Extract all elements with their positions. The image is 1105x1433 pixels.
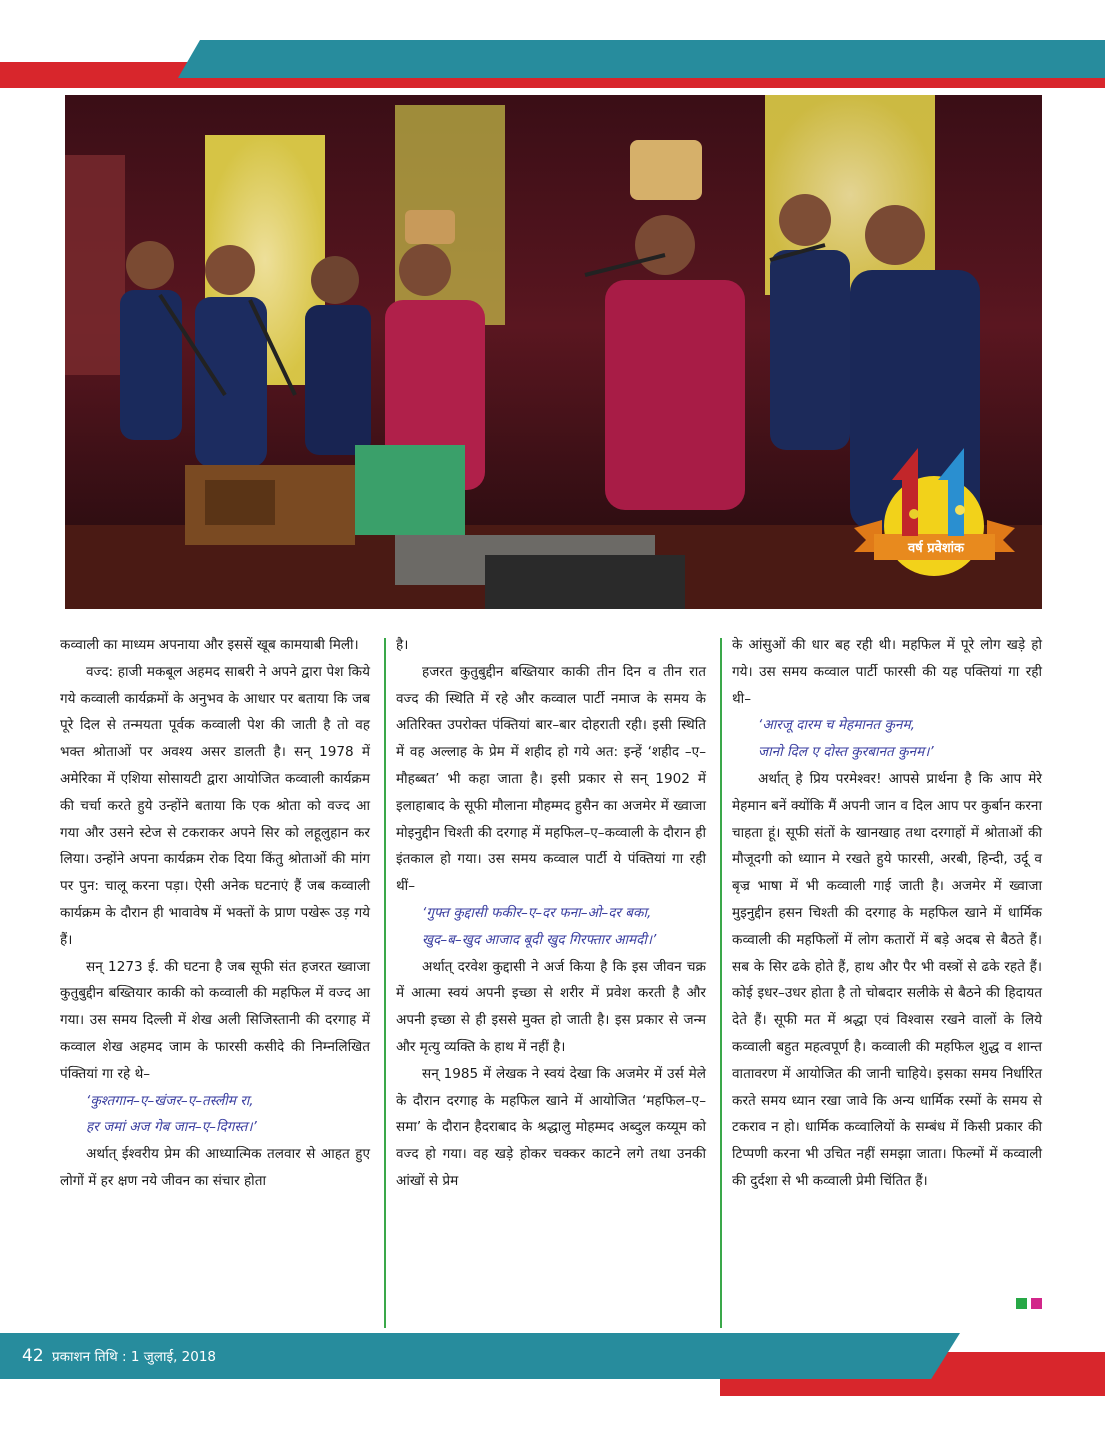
publication-date: प्रकाशन तिथि : 1 जुलाई, 2018	[51, 1349, 217, 1365]
end-mark-pink	[1031, 1298, 1042, 1309]
article-column-3	[732, 632, 1042, 1195]
paragraph: सन् 1273 ई. की घटना है जब सूफी संत हजरत ख्वाजा कुतुबुद्दीन बख्तियार काकी को कव्वाली की महफिल में वज्द आ गया। उस समय दिल्ली में शेख अली सिजिस्तानी की दरगाह में कव्वाल शेख अहमद जाम के फारसी कसीदे की निम्नलिखित पंक्तियां गा रहे थे–	[60, 958, 370, 1082]
paragraph: वज्द: हाजी मकबूल अहमद साबरी ने अपने द्वारा पेश किये गये कव्वाली कार्यक्रमों के अनुभव के आधार पर बताया कि जब पूरे दिल से तन्मयता पूर्वक कव्वाली पेश की जाती है तो वह भक्त श्रोताओं पर अवश्य असर डालती है। सन् 1978 में अमेरिका में एशिया सोसायटी द्वारा आयोजित कव्वाली कार्यक्रम की चर्चा करते हुये उन्होंने बताया कि एक श्रोता को वज्द आ गया और उसने स्टेज से टकराकर अपने सिर को लहूलुहान कर लिया। उन्होंने अपना कार्यक्रम रोक दिया किंतु श्रोताओं की मांग पर पुन: चालू करना पड़ा। ऐसी अनेक घटनाएं हैं जब कव्वाली कार्यक्रम के दौरान ही भावावेष में भक्तों के प्राण पखेरू उड़ गये हैं।	[60, 663, 370, 948]
persian-verse: हर जमां अज गेब जान–ए–दिगस्त।’	[86, 1119, 257, 1136]
article-column-1	[60, 632, 370, 1195]
column-rule	[384, 638, 386, 1328]
badge-label: वर्ष प्रवेशांक	[907, 541, 965, 556]
paragraph: हजरत कुतुबुद्दीन बख्तियार काकी तीन दिन व तीन रात वज्द की स्थिति में रहे और कव्वाल पार्टी नमाज के समय के अतिरिक्त उपरोक्त पंक्तियां बार–बार दोहराती रही। इसी स्थिति में वह अल्लाह के प्रेम में शहीद हो गये अत: इन्हें ‘शहीद –ए–मौहब्बत’ भी कहा जाता है। इसी प्रकार से सन् 1902 में इलाहाबाद के सूफी मौलाना मौहम्मद हुसैन का अजमेर में ख्वाजा मोइनुद्दीन चिश्ती की दरगाह में महफिल–ए–कव्वाली के दौरान ही इंतकाल हो गया। उस समय कव्वाल पार्टी ये पंक्तियां गा रही थीं–	[396, 663, 706, 895]
page-number: 42	[22, 1346, 44, 1366]
top-teal-band	[178, 40, 1105, 78]
paragraph: अर्थात् दरवेश कुद्दासी ने अर्ज किया है कि इस जीवन चक्र में आत्मा स्वयं अपनी इच्छा से शरीर में प्रवेश करती है और अपनी इच्छा से ही इससे मुक्त हो जाती है। इस प्रकार से जन्म और मृत्यु व्यक्ति के हाथ में नहीं है।	[396, 958, 706, 1055]
article-column-2	[396, 632, 706, 1195]
paragraph: के आंसुओं की धार बह रही थी। महफिल में पूरे लोग खड़े हो गये। उस समय कव्वाल पार्टी फारसी की यह पक्तियां गा रही थी–	[732, 637, 1042, 707]
paragraph: अर्थात् हे प्रिय परमेश्वर! आपसे प्रार्थना है कि आप मेरे मेहमान बनें क्योंकि मैं अपनी जान व दिल आप पर कुर्बान करना चाहता हूं। सूफी संतों के खानखाह तथा दरगाहों में श्रोताओं की मौजूदगी को ध्याान मे रखते हुये फारसी, अरबी, हिन्दी, उर्दू व बृज्र भाषा में भी कव्वाली गाई जाती है। अजमेर में ख्वाजा मुइनुद्दीन हसन चिश्ती की दरगाह के महफिल खाने में धार्मिक कव्वाली की महफिलों में लोग कतारों में बड़े अदब से बैठते हैं। सब के सिर ढके होते हैं, हाथ और पैर भी वस्त्रों से ढके रहते हैं। कोई इधर–उधर होता है तो चोबदार सलीके से बैठने की हिदायत देते हैं। सूफी मत में श्रद्धा एवं विश्वास रखने वालों के लिये कव्वाली बहुत महत्वपूर्ण है। कव्वाली की महफिल शुद्ध व शान्त वातावरण में आयोजित की जानी चाहिये। इसका समय निर्धारित करते समय ध्यान रखा जावे कि अन्य धार्मिक रस्मों के समय से टकराव न हो। धार्मिक कव्वालियों के सम्बंध में किसी प्रकार की टिप्पणी करना भी उचित नहीं समझा जाता। फिल्मों में कव्वाली की दुर्दशा से भी कव्वाली प्रेमी चिंतित हैं।	[732, 770, 1042, 1189]
paragraph: अर्थात् ईश्वरीय प्रेम की आध्यात्मिक तलवार से आहत हुए लोगों में हर क्षण नये जीवन का संचार होता	[60, 1146, 370, 1189]
persian-verse: जानो दिल ए दोस्त कुरबानत कुनम।’	[758, 744, 934, 761]
persian-verse: ‘कुश्तगान–ए–खंजर–ए–तस्लीम रा,	[86, 1092, 254, 1109]
persian-verse: खुद–ब–खुद आजाद बूदी खुद गिरफ्तार आमदी।’	[422, 931, 657, 948]
persian-verse: ‘गुफ्त कुद्दासी फकीर–ए–दर फना–ओ–दर बका,	[422, 904, 652, 921]
paragraph: है।	[396, 637, 409, 653]
badge-graphic-icon	[852, 440, 1017, 580]
paragraph: सन् 1985 में लेखक ने स्वयं देखा कि अजमेर में उर्स मेले के दौरान दरगाह के महफिल खाने में आयोजित ‘महफिल–ए–समा’ के दौरान हैदराबाद के श्रद्धालु मोहम्मद अब्दुल कय्यूम को वज्द हो गया। वह खड़े होकर चक्कर काटने लगे तथा उनकी आंखों से प्रेम	[396, 1065, 706, 1189]
paragraph: कव्वाली का माध्यम अपनाया और इससें खूब कामयाबी मिली।	[60, 637, 359, 653]
footer	[22, 1346, 216, 1366]
anniversary-badge	[852, 440, 1017, 580]
end-mark-green	[1016, 1298, 1027, 1309]
persian-verse: ‘आरजू दारम च मेहमानत कुनम,	[758, 717, 915, 734]
column-rule	[720, 638, 722, 1328]
